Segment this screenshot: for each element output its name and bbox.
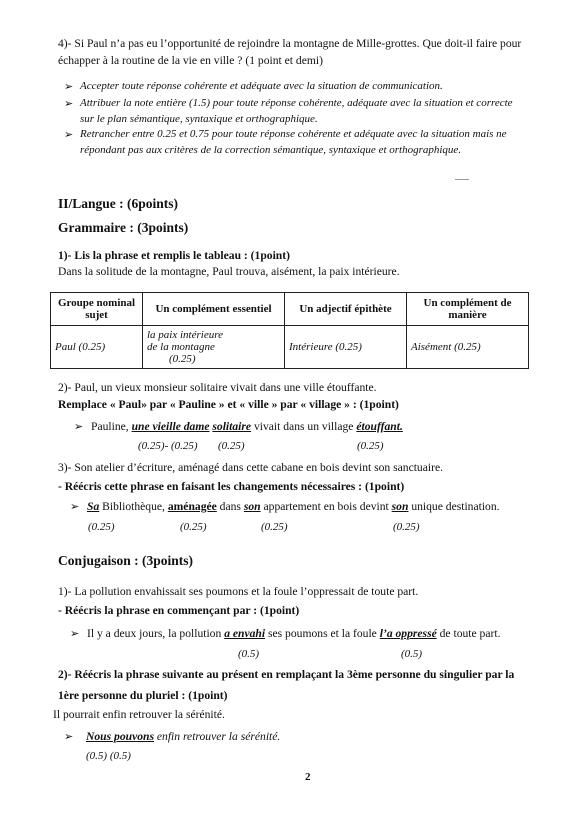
table-header: Un complément essentiel <box>143 293 285 326</box>
section-title-grammaire: Grammaire : (3points) <box>58 220 189 235</box>
divider-mark <box>455 179 469 180</box>
arrow-bullet-icon: ➢ <box>64 129 74 141</box>
answer-underlined: l’a oppressé <box>379 627 437 640</box>
arrow-bullet-icon: ➢ <box>64 81 74 93</box>
c1-points: (0.5) <box>238 648 260 660</box>
table-row <box>51 326 529 369</box>
g2-points: (0.25) <box>357 440 384 452</box>
g3-points: (0.25) <box>393 521 420 533</box>
g2-points: (0.25)- (0.25) <box>138 440 198 452</box>
c1-instruction: - Réécris la phrase en commençant par : (1point) <box>58 604 300 617</box>
answer-underlined: son <box>243 500 261 513</box>
g3-instruction: - Réécris cette phrase en faisant les changements nécessaires : (1point) <box>58 480 405 493</box>
table-cell-gn: Paul (0.25) <box>51 326 143 369</box>
c2-instruction-1: 2)- Réécris la phrase suivante au présent en remplaçant la 3ème personne du singulier par la <box>58 668 515 681</box>
table-cell-adj: Intérieure (0.25) <box>285 326 407 369</box>
answer-underlined: aménagée <box>167 500 217 513</box>
criterion-3: Retrancher entre 0.25 et 0.75 pour toute réponse cohérente et adéquate avec la situation mais ne <box>80 128 507 140</box>
g1-sentence: Dans la solitude de la montagne, Paul trouva, aisément, la paix intérieure. <box>58 265 400 278</box>
answer-underlined: Nous pouvons <box>86 730 154 743</box>
table-header: Un complément de manière <box>407 293 529 326</box>
arrow-bullet-icon: ➢ <box>74 421 84 433</box>
g3-points: (0.25) <box>180 521 207 533</box>
c1-answer: Il y a deux jours, la pollution a envahi ses poumons et la foule l’a oppressé de toute part. <box>87 627 501 640</box>
c2-answer: Nous pouvons enfin retrouver la sérénité. <box>86 730 281 743</box>
criterion-3-cont: répondant pas aux critères de la correction sémantique, syntaxique et orthographique. <box>80 144 462 156</box>
arrow-bullet-icon: ➢ <box>64 731 74 743</box>
arrow-bullet-icon: ➢ <box>70 628 80 640</box>
g3-points: (0.25) <box>88 521 115 533</box>
c2-instruction-2: 1ère personne du pluriel : (1point) <box>58 689 228 702</box>
arrow-bullet-icon: ➢ <box>64 98 74 110</box>
ce-line: de la montagne <box>147 340 215 353</box>
g2-instruction: Remplace « Paul» par « Pauline » et « ville » par « village » : (1point) <box>58 398 399 411</box>
table-cell-cm: Aisément (0.25) <box>407 326 529 369</box>
g2-sentence: 2)- Paul, un vieux monsieur solitaire vivait dans une ville étouffante. <box>58 381 377 394</box>
g2-answer: Pauline, une vieille dame solitaire vivait dans un village étouffant. <box>91 420 403 433</box>
arrow-bullet-icon: ➢ <box>70 501 80 513</box>
c1-points: (0.5) <box>401 648 423 660</box>
g3-points: (0.25) <box>261 521 288 533</box>
answer-underlined: une vieille dame <box>131 420 210 433</box>
ce-points: (0.25) <box>169 352 196 365</box>
c2-points: (0.5) (0.5) <box>86 750 131 762</box>
table-header: Un adjectif épithète <box>285 293 407 326</box>
c1-sentence: 1)- La pollution envahissait ses poumons et la foule l’oppressait de toute part. <box>58 585 419 598</box>
section-title-langue: II/Langue : (6points) <box>58 196 179 211</box>
answer-underlined: solitaire <box>212 420 252 433</box>
g3-answer: Sa Bibliothèque, aménagée dans son appartement en bois devint son unique destination. <box>87 500 500 513</box>
g2-points: (0.25) <box>218 440 245 452</box>
criterion-1: Accepter toute réponse cohérente et adéquate avec la situation de communication. <box>80 80 443 92</box>
g3-sentence: 3)- Son atelier d’écriture, aménagé dans cette cabane en bois devint son sanctuaire. <box>58 461 444 474</box>
c2-sentence: Il pourrait enfin retrouver la sérénité. <box>53 708 225 721</box>
answer-underlined: son <box>391 500 409 513</box>
criterion-2: Attribuer la note entière (1.5) pour toute réponse cohérente, adéquate avec la situation et correcte <box>80 97 513 109</box>
ce-line: la paix intérieure <box>147 328 223 341</box>
section-title-conjugaison: Conjugaison : (3points) <box>58 553 194 568</box>
table-cell-ce <box>143 326 285 369</box>
q4-line2: échapper à la routine de la vie en ville ? (1 point et demi) <box>58 54 323 67</box>
answer-underlined: étouffant. <box>356 420 403 433</box>
answer-underlined: a envahi <box>224 627 266 640</box>
q4-line1: 4)- Si Paul n’a pas eu l’opportunité de rejoindre la montagne de Mille-grottes. Que doit-il faire pour <box>58 37 522 50</box>
criterion-2-cont: sur le plan sémantique, syntaxique et orthographique. <box>80 113 318 125</box>
table-header-row <box>51 293 529 326</box>
page-number: 2 <box>305 771 311 783</box>
g1-instruction: 1)- Lis la phrase et remplis le tableau : (1point) <box>58 249 290 262</box>
answer-underlined: Sa <box>87 500 100 513</box>
table-header: Groupe nominal sujet <box>51 293 143 326</box>
grammar-table <box>50 292 529 369</box>
